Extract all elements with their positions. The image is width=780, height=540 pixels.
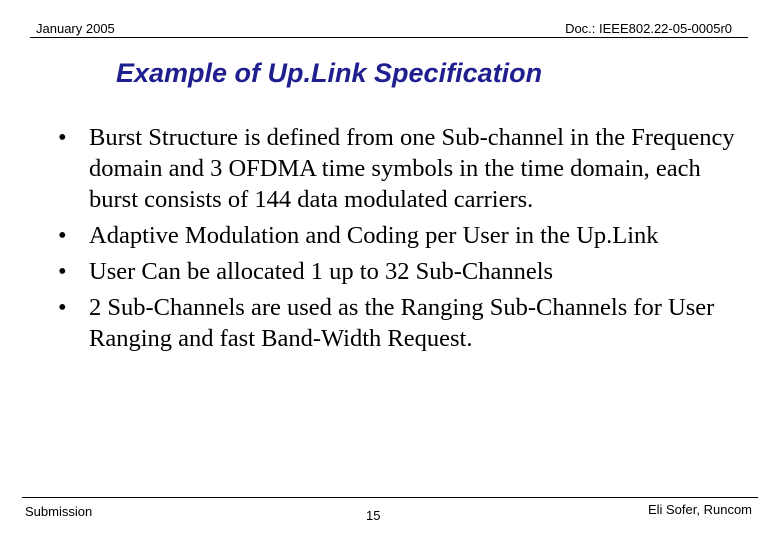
bullet-text: Burst Structure is defined from one Sub-channel in the Frequency domain and 3 OFDMA time symbols in the time domain, each burst consists of 144 data modulated carriers.	[89, 124, 735, 213]
bullet-text: User Can be allocated 1 up to 32 Sub-Channels	[89, 258, 554, 285]
bullet-item	[58, 122, 738, 215]
header-date: January 2005	[36, 21, 115, 36]
bullet-dot-icon: •	[58, 258, 67, 285]
header-document-id: Doc.: IEEE802.22-05-0005r0	[565, 21, 732, 36]
bullet-item	[58, 220, 738, 251]
footer-author: Eli Sofer, Runcom	[647, 502, 752, 517]
slide-title: Example of Up.Link Specification	[116, 58, 543, 88]
page-number: 15	[366, 508, 381, 523]
footer-divider	[22, 497, 758, 498]
bullet-text: 2 Sub-Channels are used as the Ranging Sub-Channels for User Ranging and fast Band-Width Request.	[89, 294, 715, 352]
bullet-dot-icon: •	[58, 222, 67, 249]
bullet-dot-icon: •	[58, 294, 67, 321]
footer-submission: Submission	[25, 504, 93, 519]
bullet-dot-icon: •	[58, 124, 67, 151]
bullet-text: Adaptive Modulation and Coding per User in the Up.Link	[89, 222, 659, 249]
bullet-item	[58, 256, 738, 287]
header-divider	[30, 37, 748, 38]
bullet-list	[58, 122, 738, 359]
bullet-item	[58, 292, 738, 354]
